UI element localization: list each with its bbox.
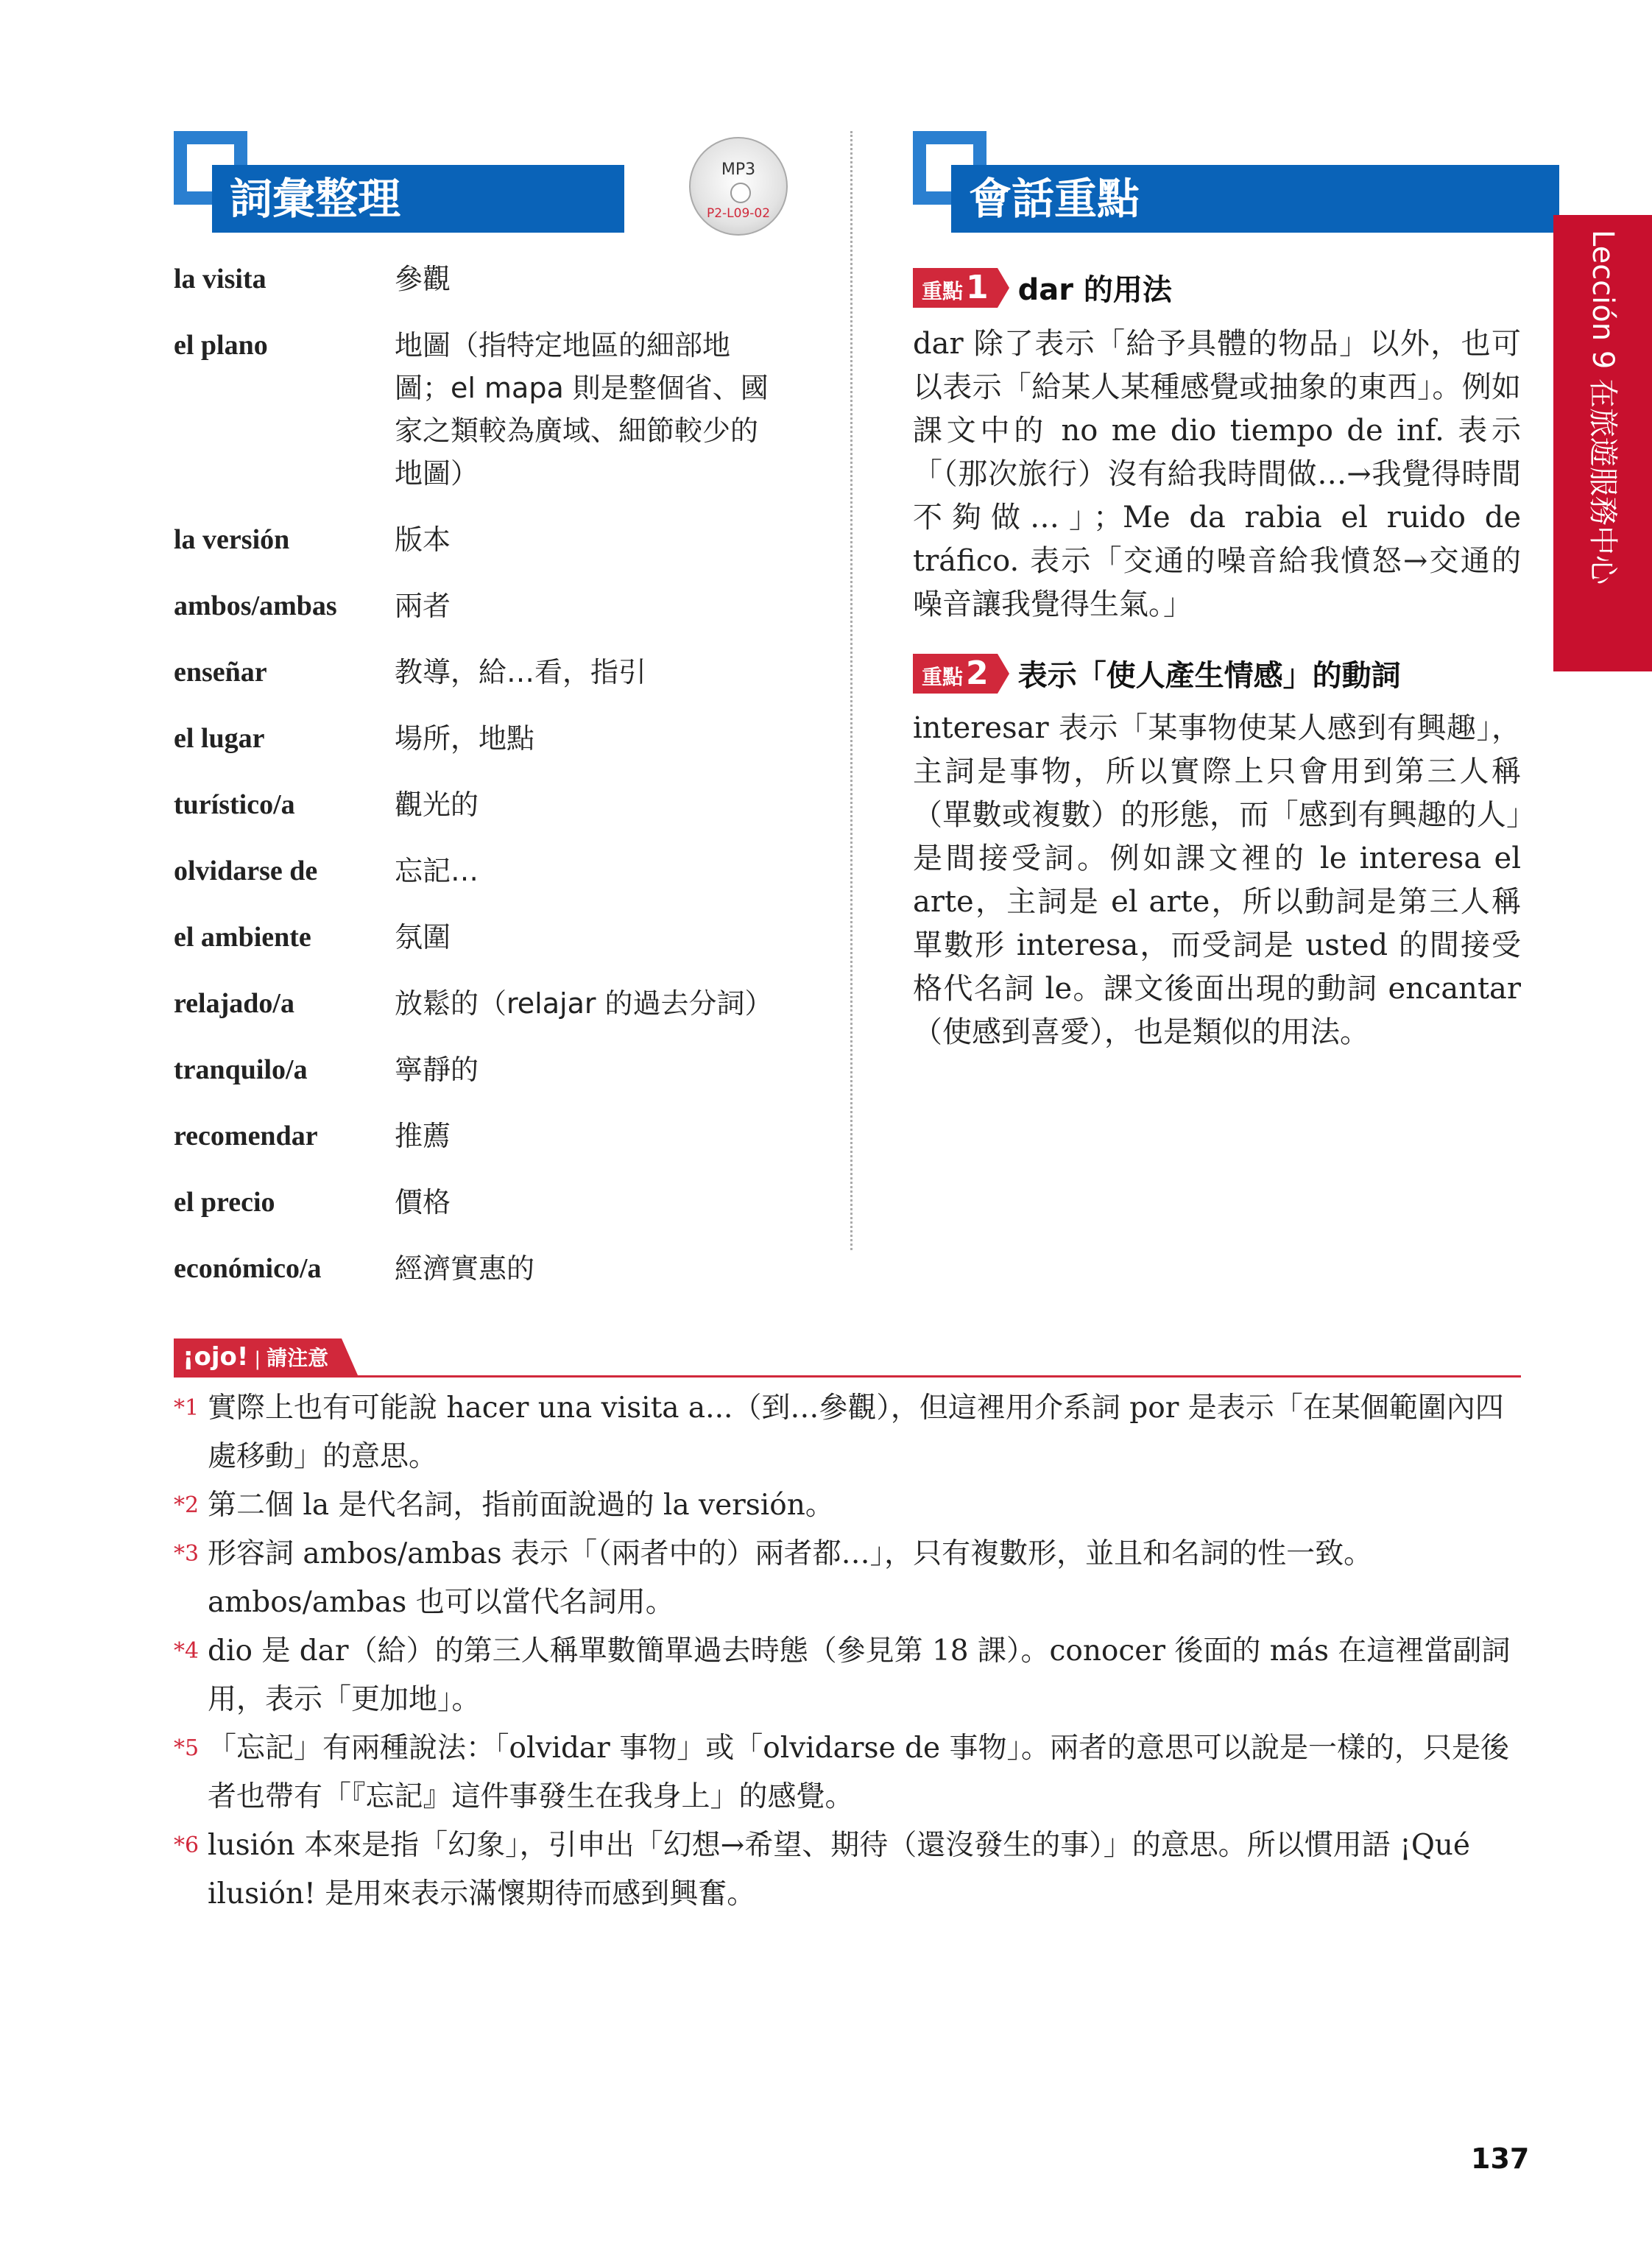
- vocab-definition: 教導，給…看，指引: [395, 656, 647, 688]
- vocab-term: relajado/a: [174, 988, 294, 1019]
- ojo-tag: [174, 1338, 342, 1375]
- point-1-heading: [913, 267, 1172, 308]
- vocab-section-title: 詞彙整理: [212, 165, 624, 233]
- vocab-term: la versión: [174, 524, 290, 555]
- mp3-label: MP3: [721, 161, 756, 179]
- ojo-separator: |: [254, 1348, 261, 1370]
- vocab-definition: 版本: [395, 523, 451, 556]
- note-marker: *4: [174, 1638, 200, 1664]
- point-title: 表示「使人產生情感」的動詞: [1017, 659, 1401, 693]
- vocab-definition: 地圖（指特定地區的細部地圖；el mapa 則是整個省、國家之類較為廣域、細節較少的地圖）: [395, 329, 769, 490]
- vocab-term: el ambiente: [174, 922, 311, 953]
- note-marker: *5: [174, 1735, 200, 1761]
- note-marker: *2: [174, 1492, 200, 1518]
- vocab-definition: 場所，地點: [395, 722, 535, 755]
- point-2-body: interesar 表示「某事物使某人感到有興趣」，主詞是事物，所以實際上只會用到第三人稱（單數或複數）的形態，而「感到有興趣的人」是間接受詞。例如課文裡的 le interesa el arte，主詞是 el arte，所以動詞是第三人稱單數形 interesa，而受詞是 usted 的間接受格代名詞 le。課文後面出現的動詞 encantar（使感到喜愛），也是類似的用法。: [913, 711, 1521, 1049]
- note-item: [174, 1627, 1521, 1724]
- vocab-term: turístico/a: [174, 789, 295, 820]
- vocab-definition: 兩者: [395, 590, 451, 622]
- vocab-row: [174, 258, 836, 300]
- vocab-term: olvidarse de: [174, 856, 318, 886]
- point-number: 2: [966, 654, 989, 692]
- vocab-definition: 觀光的: [395, 789, 479, 821]
- vocab-definition: 寧靜的: [395, 1054, 479, 1086]
- vocab-term: ambos/ambas: [174, 590, 337, 621]
- ojo-label: ¡ojo!: [183, 1342, 249, 1372]
- vocab-row: [174, 850, 836, 892]
- vocab-term: el precio: [174, 1187, 275, 1218]
- point-badge-label: 重點: [922, 664, 964, 689]
- notes-header-bar: [174, 1338, 1521, 1378]
- vocab-row: [174, 324, 836, 495]
- vocab-row: [174, 783, 836, 826]
- page-number: 137: [1471, 2142, 1530, 2175]
- column-divider: [850, 131, 853, 1250]
- vocab-term: enseñar: [174, 657, 267, 688]
- vocab-definition: 價格: [395, 1186, 451, 1218]
- note-text: 第二個 la 是代名詞，指前面說過的 la versión。: [208, 1489, 834, 1522]
- vocab-term: el plano: [174, 330, 268, 361]
- vocab-row: [174, 651, 836, 694]
- point-badge-label: 重點: [922, 278, 964, 303]
- point-title: dar 的用法: [1017, 273, 1172, 307]
- note-item: [174, 1724, 1521, 1821]
- mp3-track-code: P2-L09-02: [706, 206, 771, 221]
- ojo-sub-label: 請注意: [266, 1346, 329, 1370]
- note-text: lusión 本來是指「幻象」，引申出「幻想→希望、期待（還沒發生的事）」的意思。所以慣用語 ¡Qué ilusión! 是用來表示滿懷期待而感到興奮。: [208, 1829, 1470, 1911]
- note-marker: *1: [174, 1395, 200, 1421]
- vocab-term: la visita: [174, 264, 266, 294]
- vocab-row: [174, 916, 836, 959]
- note-item: [174, 1821, 1521, 1919]
- notes-list: [174, 1384, 1521, 1919]
- vocab-row: [174, 982, 836, 1025]
- vocab-definition: 氛圍: [395, 921, 451, 953]
- note-text: 形容詞 ambos/ambas 表示「（兩者中的）兩者都…」，只有複數形，並且和名詞的性一致。ambos/ambas 也可以當代名詞用。: [208, 1537, 1373, 1619]
- note-marker: *6: [174, 1833, 200, 1858]
- note-item: [174, 1481, 1521, 1530]
- mp3-audio-icon[interactable]: [689, 137, 788, 236]
- note-item: [174, 1530, 1521, 1627]
- vocab-row: [174, 1115, 836, 1157]
- vocab-row: [174, 585, 836, 627]
- vocab-definition: 經濟實惠的: [395, 1252, 535, 1285]
- vocab-row: [174, 1048, 836, 1091]
- vocab-row: [174, 518, 836, 561]
- vocab-definition: 參觀: [395, 263, 451, 295]
- vocab-term: tranquilo/a: [174, 1054, 308, 1085]
- point-badge: [913, 268, 998, 308]
- vocab-row: [174, 717, 836, 760]
- vocab-definition: 忘記…: [395, 855, 479, 887]
- disc-hole-icon: [730, 183, 751, 203]
- vocab-list: [174, 258, 836, 1290]
- point-badge: [913, 654, 998, 694]
- note-text: dio 是 dar（給）的第三人稱單數簡單過去時態（參見第 18 課）。conocer 後面的 más 在這裡當副詞用，表示「更加地」。: [208, 1634, 1511, 1716]
- lesson-side-tab[interactable]: [1553, 215, 1652, 671]
- vocab-term: el lugar: [174, 723, 265, 754]
- note-text: 「忘記」有兩種說法：「olvidar 事物」或「olvidarse de 事物」。兩者的意思可以說是一樣的，只是後者也帶有「『忘記』這件事發生在我身上」的感覺。: [208, 1732, 1509, 1813]
- conversation-section-title: 會話重點: [951, 165, 1559, 233]
- vocab-row: [174, 1247, 836, 1290]
- vocab-term: económico/a: [174, 1253, 322, 1284]
- note-marker: *3: [174, 1541, 200, 1567]
- lesson-side-tab-label: Lección 9 在旅遊服務中心: [1586, 230, 1620, 585]
- note-item: [174, 1384, 1521, 1481]
- point-number: 1: [966, 268, 989, 306]
- vocab-definition: 推薦: [395, 1120, 451, 1152]
- vocab-term: recomendar: [174, 1121, 318, 1151]
- point-1-body: dar 除了表示「給予具體的物品」以外，也可以表示「給某人某種感覺或抽象的東西」。例如課文中的 no me dio tiempo de inf. 表示「（那次旅行）沒有給我時間做…→我覺得時間不夠做…」；Me da rabia el ruido de tráfico. 表示「交通的噪音給我憤怒→交通的噪音讓我覺得生氣。」: [913, 327, 1521, 621]
- note-text: 實際上也有可能說 hacer una visita a...（到…參觀），但這裡用介系詞 por 是表示「在某個範圍內四處移動」的意思。: [208, 1391, 1504, 1473]
- vocab-row: [174, 1181, 836, 1224]
- vocab-definition: 放鬆的（relajar 的過去分詞）: [395, 987, 773, 1020]
- point-2-heading: [913, 652, 1401, 694]
